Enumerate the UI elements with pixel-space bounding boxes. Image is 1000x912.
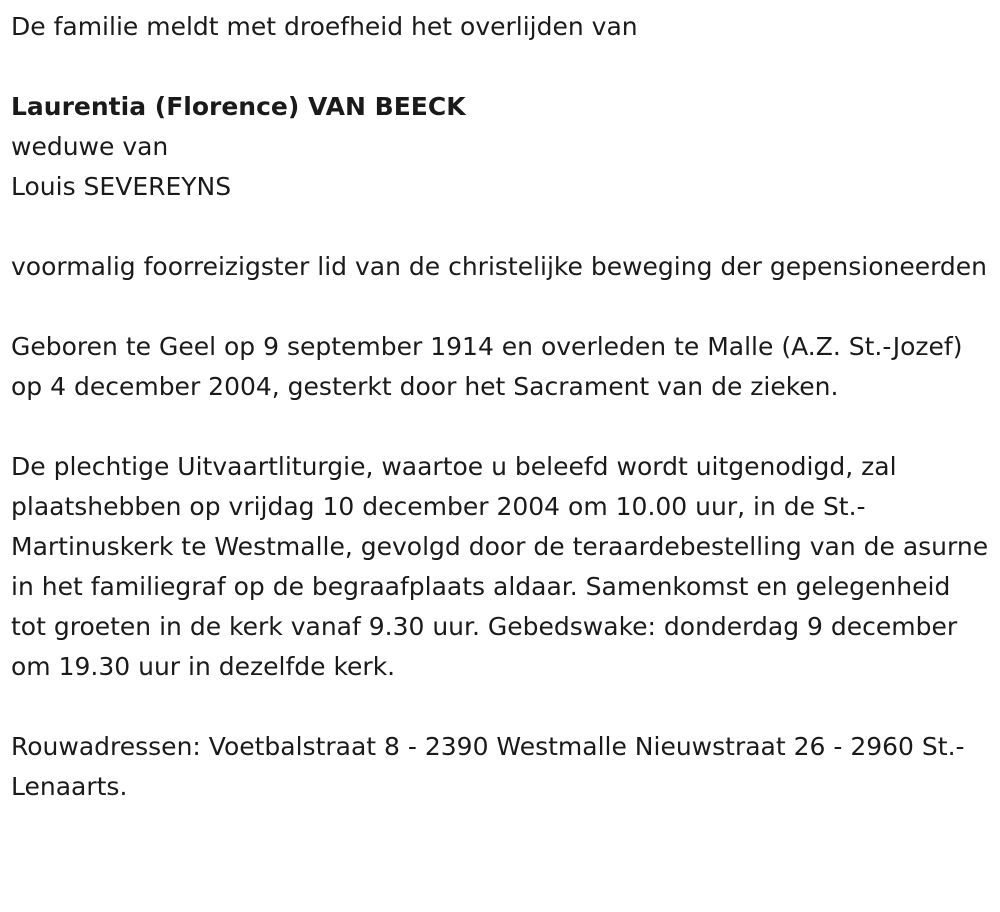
birth-death-text: Geboren te Geel op 9 september 1914 en overleden te Malle (A.Z. St.-Jozef) op 4 december 2004, gesterkt door het Sacrament van de zieken.: [11, 332, 963, 401]
occupation-text: voormalig foorreizigster lid van de christelijke beweging der gepensioneerden: [11, 252, 988, 281]
spouse-name: Louis SEVEREYNS: [11, 172, 232, 201]
relation-text: weduwe van: [11, 132, 169, 161]
deceased-name: Laurentia (Florence) VAN BEECK: [11, 92, 466, 121]
death-notice: [11, 7, 991, 807]
intro-text: De familie meldt met droefheid het overlijden van: [11, 12, 638, 41]
funeral-text: De plechtige Uitvaartliturgie, waartoe u beleefd wordt uitgenodigd, zal plaatshebben op vrijdag 10 december 2004 om 10.00 uur, in de St.-Martinuskerk te Westmalle, gevolgd door de teraardebestelling van de asurne in het familiegraf op de begraafplaats aldaar. Samenkomst en gelegenheid tot groeten in de kerk vanaf 9.30 uur. Gebedswake: donderdag 9 december om 19.30 uur in dezelfde kerk.: [11, 452, 989, 681]
addresses-text: Rouwadressen: Voetbalstraat 8 - 2390 Westmalle Nieuwstraat 26 - 2960 St.-Lenaarts.: [11, 732, 965, 801]
